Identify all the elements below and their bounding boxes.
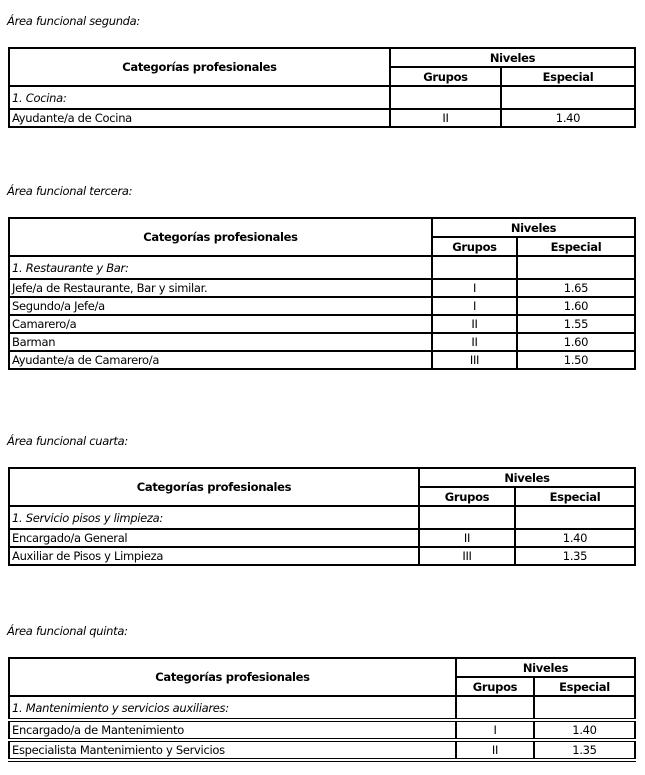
categoria-cell: Barman	[9, 333, 432, 351]
grupo-cell: III	[419, 547, 515, 565]
header-especial: Especial	[517, 237, 635, 256]
especial-cell: 1.65	[517, 279, 635, 297]
section-title-quinta: Área funcional quinta:	[7, 624, 128, 638]
table-area-quinta	[8, 657, 636, 762]
table-row	[9, 333, 635, 351]
table-row	[9, 297, 635, 315]
header-especial: Especial	[534, 677, 635, 696]
group-label: 1. Restaurante y Bar:	[9, 256, 432, 279]
categoria-cell: Jefe/a de Restaurante, Bar y similar.	[9, 279, 432, 297]
grupo-cell: II	[432, 333, 517, 351]
header-niveles: Niveles	[456, 658, 635, 677]
table-row	[9, 547, 635, 565]
grupo-cell: III	[432, 351, 517, 369]
categoria-cell: Auxiliar de Pisos y Limpieza	[9, 547, 419, 565]
section-title-segunda: Área funcional segunda:	[7, 14, 141, 28]
categoria-cell: Ayudante/a de Camarero/a	[9, 351, 432, 369]
header-niveles: Niveles	[390, 48, 635, 67]
table-row	[9, 351, 635, 369]
especial-cell: 1.55	[517, 315, 635, 333]
header-categorias: Categorías profesionales	[9, 48, 390, 86]
table-area-cuarta	[8, 467, 636, 566]
header-grupos: Grupos	[390, 67, 501, 86]
categoria-cell: Ayudante/a de Cocina	[9, 109, 390, 127]
table-row	[9, 315, 635, 333]
header-categorias: Categorías profesionales	[9, 658, 456, 696]
group-row	[9, 696, 635, 720]
table-area-segunda	[8, 47, 636, 128]
header-niveles: Niveles	[432, 218, 635, 237]
especial-cell: 1.50	[517, 351, 635, 369]
group-row	[9, 256, 635, 279]
header-niveles: Niveles	[419, 468, 635, 487]
categoria-cell: Especialista Mantenimiento y Servicios	[9, 740, 456, 760]
table-row	[9, 720, 635, 740]
especial-cell: 1.35	[534, 740, 635, 760]
header-grupos: Grupos	[432, 237, 517, 256]
grupo-cell: I	[432, 279, 517, 297]
group-label: 1. Servicio pisos y limpieza:	[9, 506, 419, 529]
especial-cell: 1.40	[501, 109, 635, 127]
grupo-cell: I	[432, 297, 517, 315]
table-row	[9, 529, 635, 547]
header-grupos: Grupos	[456, 677, 534, 696]
especial-cell: 1.40	[534, 720, 635, 740]
section-title-cuarta: Área funcional cuarta:	[7, 434, 128, 448]
table-row	[9, 279, 635, 297]
header-categorias: Categorías profesionales	[9, 468, 419, 506]
especial-cell: 1.60	[517, 333, 635, 351]
grupo-cell: I	[456, 720, 534, 740]
group-row	[9, 506, 635, 529]
group-row	[9, 86, 635, 109]
grupo-cell: II	[432, 315, 517, 333]
header-categorias: Categorías profesionales	[9, 218, 432, 256]
categoria-cell: Encargado/a de Mantenimiento	[9, 720, 456, 740]
grupo-cell: II	[419, 529, 515, 547]
especial-cell: 1.40	[515, 529, 635, 547]
group-label: 1. Mantenimiento y servicios auxiliares:	[9, 696, 456, 720]
categoria-cell: Segundo/a Jefe/a	[9, 297, 432, 315]
especial-cell: 1.35	[515, 547, 635, 565]
table-row	[9, 109, 635, 127]
group-label: 1. Cocina:	[9, 86, 390, 109]
section-title-tercera: Área funcional tercera:	[7, 184, 133, 198]
header-grupos: Grupos	[419, 487, 515, 506]
table-area-tercera	[8, 217, 636, 370]
header-especial: Especial	[501, 67, 635, 86]
header-especial: Especial	[515, 487, 635, 506]
grupo-cell: II	[456, 740, 534, 760]
table-row	[9, 740, 635, 760]
grupo-cell: II	[390, 109, 501, 127]
categoria-cell: Encargado/a General	[9, 529, 419, 547]
categoria-cell: Camarero/a	[9, 315, 432, 333]
especial-cell: 1.60	[517, 297, 635, 315]
